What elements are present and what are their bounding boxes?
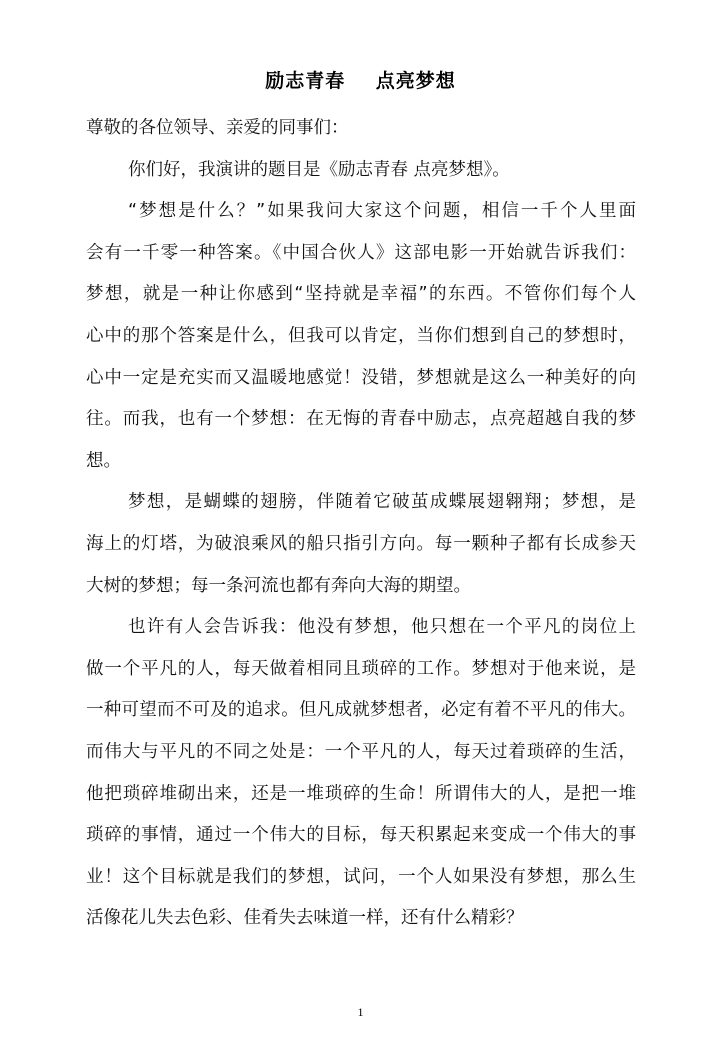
paragraph-4-line-8: 活像花儿失去色彩、佳肴失去味道一样，还有什么精彩？ xyxy=(86,908,524,929)
document-title: 励志青春 点亮梦想 xyxy=(265,70,456,92)
document-body xyxy=(86,108,636,940)
paragraph-2-line-7: 想。 xyxy=(86,450,121,471)
paragraph-4-line-7: 业！这个目标就是我们的梦想，试问，一个人如果没有梦想，那么生 xyxy=(86,866,636,887)
paragraph-2-line-6: 往。而我，也有一个梦想：在无悔的青春中励志，点亮超越自我的梦 xyxy=(86,409,636,430)
salutation: 尊敬的各位领导、亲爱的同事们： xyxy=(86,118,349,138)
paragraph-3-line-1: 梦想，是蝴蝶的翅膀，伴随着它破茧成蝶展翅翱翔；梦想，是 xyxy=(128,492,636,513)
paragraph-3-line-2: 海上的灯塔，为破浪乘风的船只指引方向。每一颗种子都有长成参天 xyxy=(86,533,636,554)
paragraph-4-line-1: 也许有人会告诉我：他没有梦想，他只想在一个平凡的岗位上 xyxy=(128,617,636,638)
page-number: 1 xyxy=(357,1005,364,1019)
paragraph-3-line-3: 大树的梦想；每一条河流也都有奔向大海的期望。 xyxy=(86,575,471,596)
paragraph-4-line-5: 他把琐碎堆砌出来，还是一堆琐碎的生命！所谓伟大的人，是把一堆 xyxy=(86,783,636,804)
paragraph-4-line-3: 一种可望而不可及的追求。但凡成就梦想者，必定有着不平凡的伟大。 xyxy=(86,700,636,721)
paragraph-4-line-6: 琐碎的事情，通过一个伟大的目标，每天积累起来变成一个伟大的事 xyxy=(86,825,636,846)
paragraph-4-line-2: 做一个平凡的人，每天做着相同且琐碎的工作。梦想对于他来说，是 xyxy=(86,658,636,679)
paragraph-2-line-2: 会有一千零一种答案。《中国合伙人》这部电影一开始就告诉我们： xyxy=(86,242,636,263)
paragraph-2-line-3: 梦想，就是一种让你感到“坚持就是幸福”的东西。不管你们每个人 xyxy=(86,284,636,305)
paragraph-2-line-1: “梦想是什么？”如果我问大家这个问题，相信一千个人里面 xyxy=(128,201,636,222)
paragraph-4-line-4: 而伟大与平凡的不同之处是：一个平凡的人，每天过着琐碎的生活， xyxy=(86,741,636,762)
paragraph-2-line-4: 心中的那个答案是什么，但我可以肯定，当你们想到自己的梦想时， xyxy=(86,325,636,346)
paragraph-2-line-5: 心中一定是充实而又温暖地感觉！没错，梦想就是这么一种美好的向 xyxy=(86,367,636,388)
paragraph-1-line-1: 你们好，我演讲的题目是《励志青春 点亮梦想》。 xyxy=(128,159,510,180)
